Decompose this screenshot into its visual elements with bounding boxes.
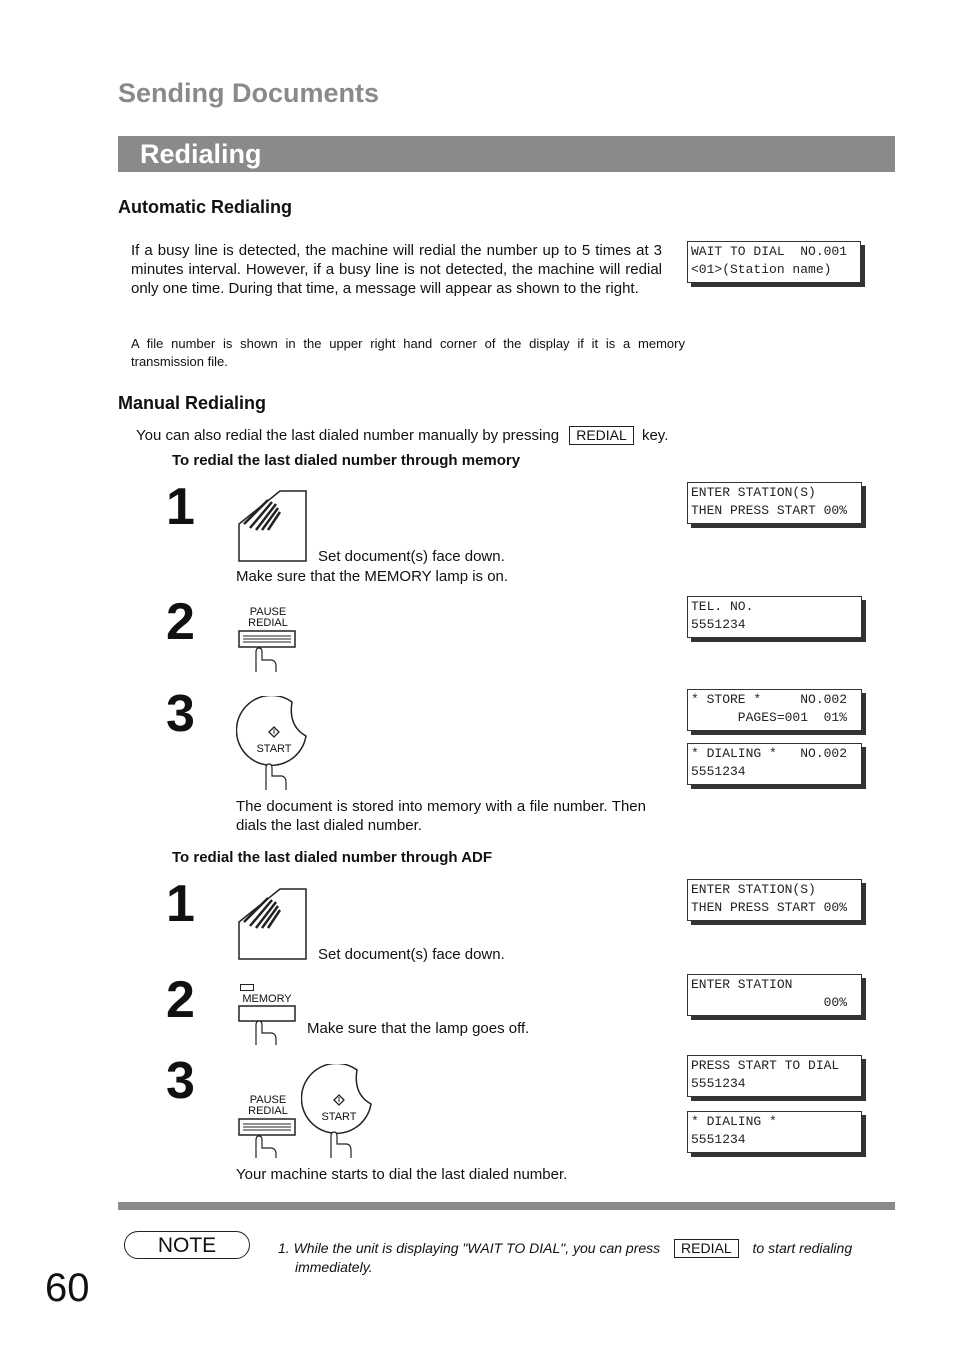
note-text-before: 1. While the unit is displaying "WAIT TO DIAL", you can press xyxy=(278,1240,661,1256)
lcd-dialing-file: * DIALING * NO.002 5551234 xyxy=(687,743,862,785)
lcd-enter-station-single: ENTER STATION 00% xyxy=(687,974,862,1016)
manual-intro-end: key. xyxy=(641,427,669,444)
note-text-after: to start redialing xyxy=(752,1240,853,1256)
memory-button-press-icon xyxy=(238,1005,298,1047)
document-face-down-icon xyxy=(238,888,308,960)
auto-redial-heading: Automatic Redialing xyxy=(118,197,293,217)
note-line2: immediately. xyxy=(295,1259,373,1275)
memory-step3-number: 3 xyxy=(166,685,195,743)
adf-step1-number: 1 xyxy=(166,875,195,933)
manual-intro-text: You can also redial the last dialed number manually by pressing xyxy=(136,427,560,444)
banner-title: Redialing xyxy=(140,139,262,169)
redial-button-press-icon xyxy=(238,1118,298,1160)
lcd-tel-no: TEL. NO. 5551234 xyxy=(687,596,862,638)
memory-subheading: To redial the last dialed number through memory xyxy=(172,452,521,469)
note-line1 xyxy=(278,1238,895,1258)
redial-button-press-icon xyxy=(238,630,298,674)
redial-key: REDIAL xyxy=(569,426,634,445)
adf-step3-number: 3 xyxy=(166,1052,195,1110)
document-face-down-icon xyxy=(238,490,308,562)
page-number: 60 xyxy=(45,1266,90,1310)
adf-step1-text: Set document(s) face down. xyxy=(318,946,505,963)
adf-step3-text: Your machine starts to dial the last dialed number. xyxy=(236,1166,568,1183)
note-redial-key: REDIAL xyxy=(674,1239,739,1258)
note-badge: NOTE xyxy=(124,1231,250,1259)
lcd-press-start: PRESS START TO DIAL 5551234 xyxy=(687,1055,862,1097)
adf-subheading: To redial the last dialed number through ADF xyxy=(172,849,493,866)
memory-step2-number: 2 xyxy=(166,593,195,651)
memory-step1-text1: Set document(s) face down. xyxy=(318,548,505,565)
auto-redial-paragraph: If a busy line is detected, the machine will redial the number up to 5 times at 3 minutes interval. However, if a busy line is not detected, the machine will redial only one time. During that time, a message will appear as shown to the right. xyxy=(131,242,662,297)
lcd-dialing: * DIALING * 5551234 xyxy=(687,1111,862,1153)
lcd-store: * STORE * NO.002 PAGES=001 01% xyxy=(687,689,862,731)
memory-step1-number: 1 xyxy=(166,478,195,536)
start-label: START xyxy=(321,1111,357,1123)
memory-step3-text: The document is stored into memory with a file number. Then dials the last dialed number. xyxy=(236,798,646,834)
lcd-enter-station: ENTER STATION(S) THEN PRESS START 00% xyxy=(687,482,862,524)
manual-intro xyxy=(136,426,668,445)
adf-step2-number: 2 xyxy=(166,971,195,1029)
redial-label: REDIAL xyxy=(248,617,288,629)
lcd-wait-to-dial: WAIT TO DIAL NO.001 <01>(Station name) xyxy=(687,241,861,283)
pause-label: PAUSE xyxy=(249,1094,287,1106)
start-label: START xyxy=(256,743,292,755)
memory-lamp-icon xyxy=(240,984,254,991)
memory-step1-text2: Make sure that the MEMORY lamp is on. xyxy=(236,568,509,585)
footer-rule xyxy=(118,1202,895,1210)
redial-label: REDIAL xyxy=(248,1105,288,1117)
file-number-note: A file number is shown in the upper right hand corner of the display if it is a memory transmission file. xyxy=(131,336,685,369)
adf-step2-text: Make sure that the lamp goes off. xyxy=(307,1020,530,1037)
section-title: Sending Documents xyxy=(118,78,380,108)
pause-label: PAUSE xyxy=(249,606,287,618)
memory-label: MEMORY xyxy=(242,993,292,1005)
lcd-enter-station-adf: ENTER STATION(S) THEN PRESS START 00% xyxy=(687,879,862,921)
manual-redial-heading: Manual Redialing xyxy=(118,393,267,413)
